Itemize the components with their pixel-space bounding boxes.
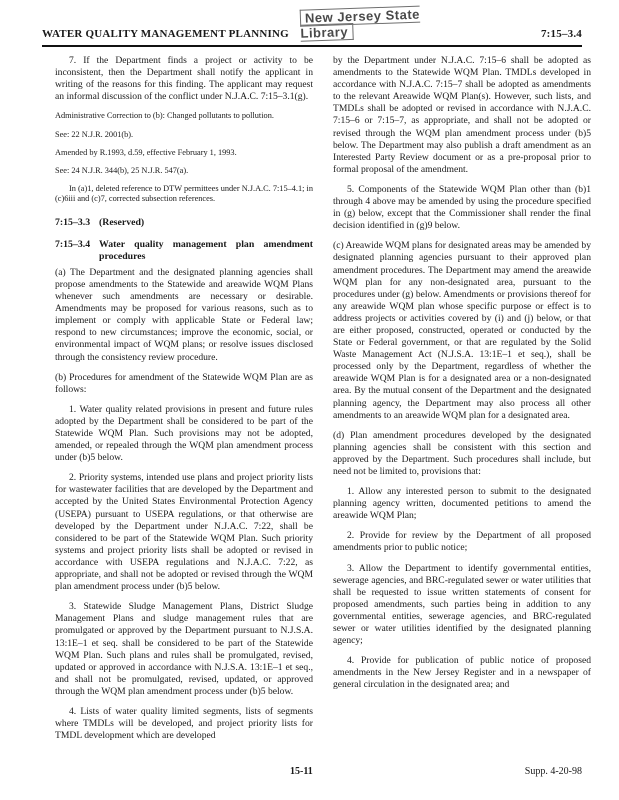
paragraph-b4: 4. Lists of water quality limited segments, lists of segments where TMDLs will be developed, and project priority lists for TMDL development which are developed [55,705,313,742]
left-column [55,55,313,745]
header-rule [42,45,582,47]
paragraph-d: (d) Plan amendment procedures developed by the designated planning agencies shall be consistent with this section and approved by the Department. Such procedures shall include, but need not be limited to, provisions that: [333,429,591,477]
section-number: 7:15–3.4 [55,238,91,250]
section-heading-3-4 [55,239,313,263]
section-title: (Reserved) [99,216,145,228]
paragraph-b2: 2. Priority systems, intended use plans and project priority lists for wastewater facilities that are developed by the Department and accepted by the United States Environmental Protection Agency (USEPA) pursuant to USEPA regulations, or that otherwise are developed by the Department under N.J.A.C. 7:22, shall be considered to be part of the Statewide WQM Plan. Such priority systems and project priority lists shall be adopted or revised in accordance with USEPA regulations and N.J.A.C. 7:22, as appropriate, and shall not be adopted or revised through the WQM plan amendment process under (b)5 below. [55,472,313,593]
header-section-number: 7:15–3.4 [540,28,582,40]
paragraph-d2: 2. Provide for review by the Department of all proposed amendments prior to public notice; [333,530,591,554]
header-title: WATER QUALITY MANAGEMENT PLANNING [42,28,289,40]
paragraph-b4-continued: by the Department under N.J.A.C. 7:15–6 shall be adopted as amendments to the Statewide WQM Plan. TMDLs developed in accordance with N.J.A.C. 7:15–7 shall be adopted as amendments to the relevant Areawide WQM Plan(s). However, such lists, and TMDLs shall be adopted or revised in accordance with N.J.A.C. 7:15–6 or 7:15–7, as appropriate, and shall not be adopted or revised through the WQM plan amendment process under (b)5 below. The Department may also publish a draft amendment as an Interested Party Review document or as a pre-proposal prior to formal proposal of the amendment. [333,55,591,175]
paragraph-b: (b) Procedures for amendment of the Statewide WQM Plan are as follows: [55,371,313,395]
paragraph-b1: 1. Water quality related provisions in present and future rules adopted by the Department shall be considered to be part of the Statewide WQM Plan. Such provisions may not be adopted, amended, or repealed through the WQM plan amendment process under (b)5 below. [55,403,313,464]
running-header [42,28,582,44]
page-footer [42,766,582,780]
paragraph-7: 7. If the Department finds a project or activity to be inconsistent, then the Department shall notify the applicant in writing of the reasons for this finding. The applicant may request an informal discussion of the conflict under N.J.A.C. 7:15–3.1(g). [55,55,313,103]
history-notes [55,111,313,204]
page-number: 15-11 [290,766,313,777]
paragraph-d3: 3. Allow the Department to identify governmental entities, sewerage agencies, and BRC-regulated sewer or water utilities that shall be requested to issue written statements of consent for proposed amendments, such parties being in addition to any governmental entities, sewerage agencies, and BRC-regulated sewer or water utilities identified by the designated planning agency; [333,562,591,647]
library-stamp: New Jersey State Library [300,6,421,41]
supplement-date: Supp. 4-20-98 [524,766,582,777]
section-number: 7:15–3.3 [55,216,91,228]
paragraph-d1: 1. Allow any interested person to submit to the designated planning agency written, documented petitions to amend the areawide WQM Plan; [333,486,591,522]
paragraph-b5: 5. Components of the Statewide WQM Plan other than (b)1 through 4 above may be amended by using the procedure specified in (g) below, except that the Commissioner shall render the final decision identified in (g)9 below. [333,183,591,232]
history-note: Amended by R.1993, d.59, effective February 1, 1993. [55,147,237,157]
paragraph-b3: 3. Statewide Sludge Management Plans, District Sludge Management Plans and sludge management rules that are promulgated or approved by the Department pursuant to N.J.S.A. 13:1E–1 et seq. shall be considered to be part of the Statewide WQM Plan. Such plans and rules shall be promulgated, revised, updated or approved in accordance with N.J.S.A. 13:1E–1 et seq., and shall not be promulgated, revised, updated, or approved through the WQM plan amendment process under (b)5 below. [55,601,313,697]
paragraph-c: (c) Areawide WQM plans for designated areas may be amended by designated planning agencies pursuant to their approved plan amendment procedures. The Department may amend the areawide WQM plan for any non-designated area, pursuant to the procedures under (g) below. Amendments or provisions thereof for any areawide WQM plan whose specific purpose or effect is to address projects or activities covered by (i) and (j) below, or that are either proposed, constructed, operated or conducted by the State or Federal government, or that are regulated by the Solid Waste Management Act (N.J.S.A. 13:1E–1 et seq.), shall be processed only by the Department, regardless of whether the areawide WQM Plan is for a designated area or a non-designated area. By the mutual consent of the Department and the designated planning agency, the Department may also process all other amendments to an areawide WQM plan for a designated area. [333,240,591,421]
right-column [333,55,591,745]
history-note: Administrative Correction to (b): Changed pollutants to pollution. [55,111,274,121]
section-heading-3-3 [55,217,313,229]
section-title: Water quality management plan amendment procedures [99,238,313,262]
history-note: See: 22 N.J.R. 2001(b). [55,129,134,139]
paragraph-a: (a) The Department and the designated planning agencies shall propose amendments to the Statewide and areawide WQM Plans whenever such amendments are necessary or desirable. Amendments may be proposed for various reasons, such as to implement or comply with applicable State or Federal law; respond to new circumstances; improve the economic, social, or environmental impact of WQM plans; or resolve issues disclosed through the consistency review procedure. [55,266,313,363]
history-note: See: 24 N.J.R. 344(b), 25 N.J.R. 547(a). [55,165,189,175]
paragraph-d4: 4. Provide for publication of public notice of proposed amendments in the New Jersey Register and in a newspaper of general circulation in the designated area; and [333,655,591,691]
history-note: In (a)1, deleted reference to DTW permittees under N.J.A.C. 7:15–4.1; in (c)6iii and (c)7, corrected subsection references. [55,184,313,204]
